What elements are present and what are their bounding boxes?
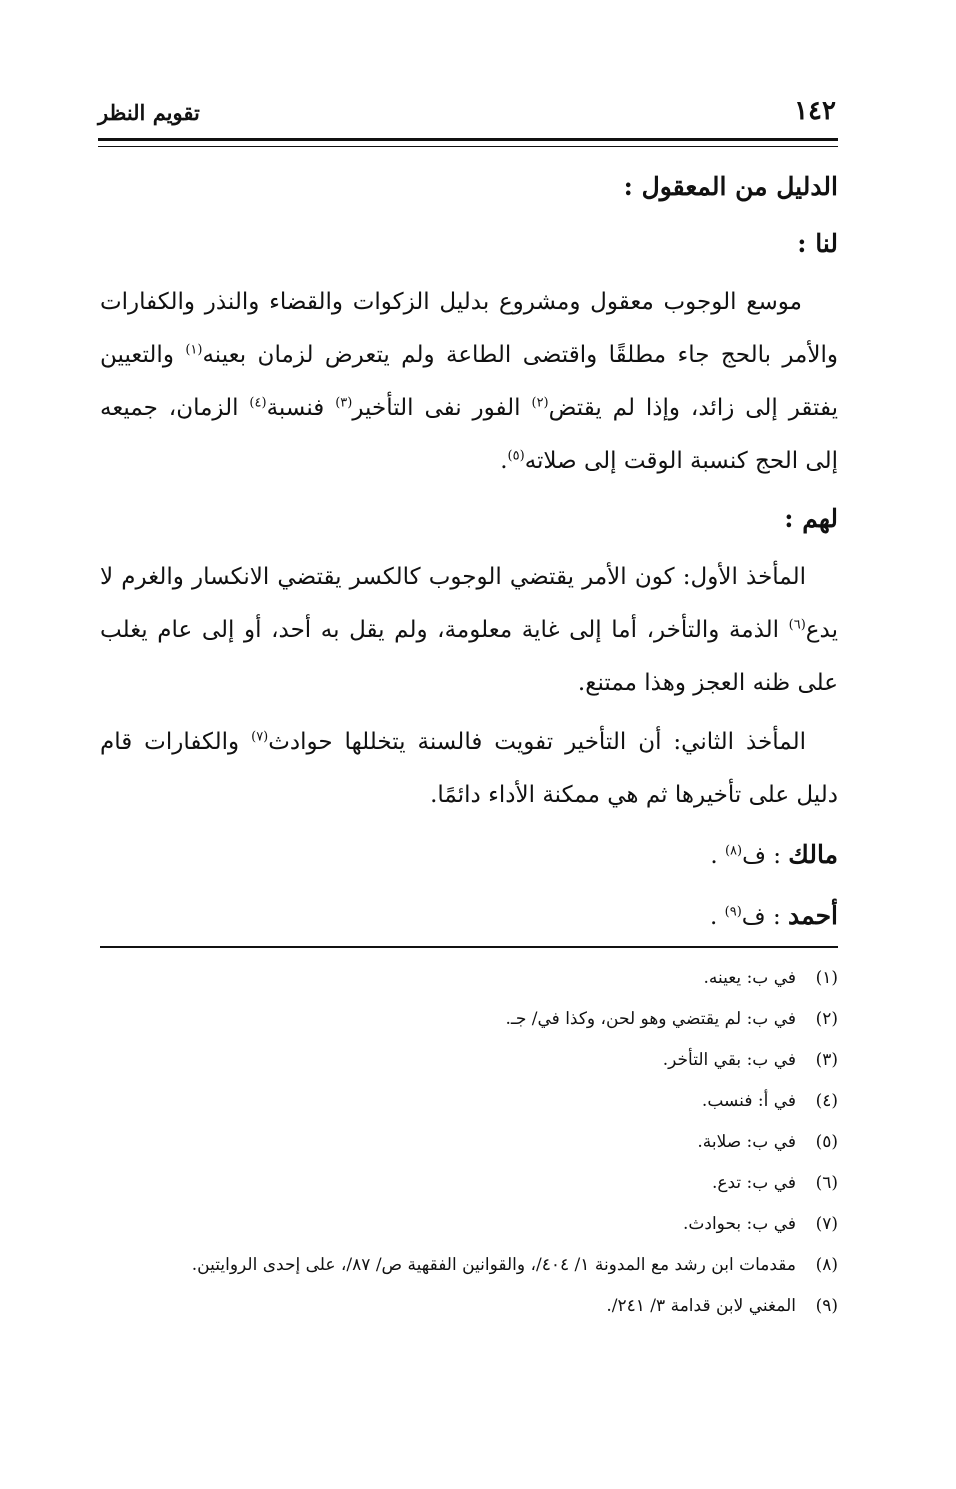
header-rule-thick [98,138,838,141]
ahmad-verdict [100,889,838,944]
text-run: فنسبة [266,395,336,421]
text-run: المأخذ الثاني: أن التأخير تفويت فالسنة يتخللها حوادث [268,729,806,755]
footnote-ref-2: (٢) [531,395,549,411]
verdict-end: . [710,904,718,930]
malik-verdict [100,828,838,883]
ahmad-name: أحمد [788,901,838,930]
footnote-ref-1: (١) [185,342,203,358]
page-number: ١٤٢ [794,96,836,126]
footnote-text: في ب: بقي التأخر. [662,1050,796,1070]
footnote-number: (٦) [815,1173,838,1193]
book-title: تقويم النظر [98,100,200,125]
text-run: المأخذ الأول: كون الأمر يقتضي الوجوب كالكسر يقتضي الانكسار والغرم لا يدع [100,564,838,643]
subheading-ours: لنا : [797,229,838,258]
malik-name: مالك [788,840,838,869]
footnote-number: (٨) [815,1255,838,1275]
footnote-item [100,1245,838,1286]
main-text [100,160,838,944]
footnotes [100,958,838,1327]
verdict-value: : ف [741,904,781,930]
ours-paragraph [100,276,838,488]
footnote-text: المغني لابن قدامة ٣/ ٢٤١/. [606,1296,796,1316]
footnote-ref-4: (٤) [249,395,267,411]
footnote-item [100,1040,838,1081]
footnote-text: في أ: فنسب. [701,1091,796,1111]
footnote-ref-6: (٦) [788,617,806,633]
footnote-text: في ب: يعينه. [703,968,796,988]
footnote-item [100,1122,838,1163]
text-run: الزمان، جميعه إلى الحج كنسبة الوقت إلى صلاته [100,395,838,474]
footnote-number: (١) [815,968,838,988]
footnote-ref-5: (٥) [507,448,525,464]
header-rule-thin [98,146,838,147]
footnote-item [100,958,838,999]
footnote-number: (٣) [815,1050,838,1070]
verdict-value: : ف [742,843,781,869]
footnote-text: مقدمات ابن رشد مع المدونة ١/ ٤٠٤/، والقوانين الفقهية ص/ ٨٧/، على إحدى الروايتين. [191,1255,796,1275]
text-run: والكفارات قام دليل على تأخيرها ثم هي ممكنة الأداء دائمًا. [100,729,838,808]
text-run: . [500,448,508,474]
footnote-separator [100,946,838,948]
footnote-number: (٤) [815,1091,838,1111]
footnote-ref-7: (٧) [251,729,269,745]
footnote-number: (٩) [815,1296,838,1316]
footnote-ref-8: (٨) [724,843,743,859]
text-run: الفور نفى التأخير [352,395,532,421]
running-header [98,96,836,136]
first-point-paragraph [100,551,838,710]
section-heading: الدليل من المعقول : [623,172,838,201]
footnote-number: (٧) [815,1214,838,1234]
second-point-paragraph [100,716,838,822]
subheading-theirs: لهم : [784,504,838,533]
text-run: موسع الوجوب معقول ومشروع بدليل الزكوات والقضاء والنذر والكفارات والأمر بالحج جاء مطلقًا واقتضى الطاعة ولم يتعرض لزمان بعينه [100,289,838,368]
footnote-item [100,999,838,1040]
footnote-item [100,1081,838,1122]
verdict-end: . [710,843,718,869]
footnote-number: (٥) [815,1132,838,1152]
text-run: والتعيين يفتقر إلى زائد، وإذا لم يقتض [100,342,839,421]
footnote-number: (٢) [815,1009,838,1029]
footnote-text: في ب: تدع. [711,1173,796,1193]
footnote-ref-3: (٣) [335,395,353,411]
footnote-item [100,1204,838,1245]
footnote-text: في ب: لم يقتضي وهو لحن، وكذا في/ جـ. [505,1009,796,1029]
footnote-item [100,1163,838,1204]
footnote-item [100,1286,838,1327]
footnote-text: في ب: صلابة. [697,1132,796,1152]
text-run: الذمة والتأخر، أما إلى غاية معلومة، ولم يقل به أحد، أو إلى عام يغلب على ظنه العجز وهذا ممتنع. [100,617,838,696]
footnote-ref-9: (٩) [724,904,742,920]
footnote-text: في ب: بحوادث. [682,1214,796,1234]
